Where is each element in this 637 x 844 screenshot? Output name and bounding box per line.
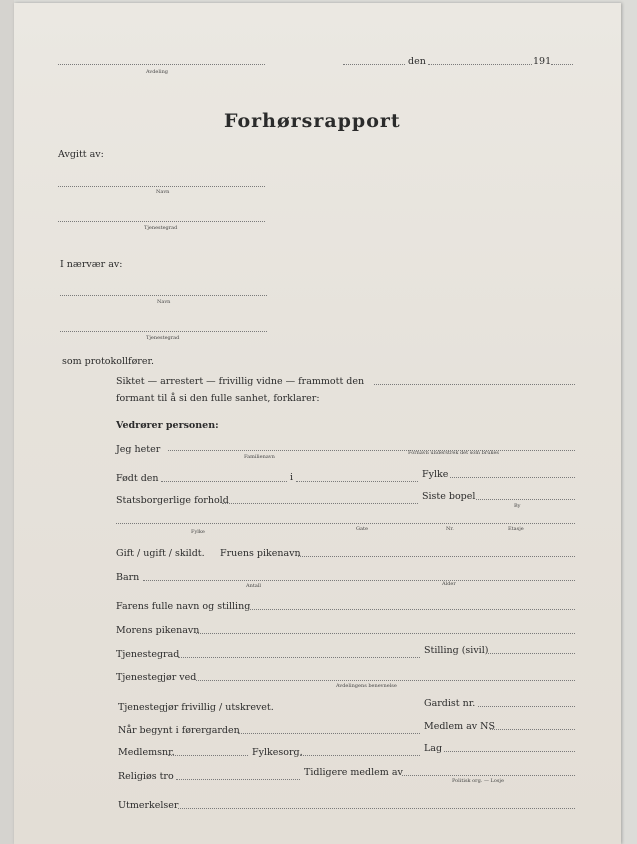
vedrorer-heading: Vedrører personen:	[116, 420, 219, 431]
avgitt-navn-caption: Navn	[156, 189, 170, 195]
intro-line-1: Siktet — arrestert — frivillig vidne — frammott den	[116, 376, 365, 387]
religios-tro-label: Religiøs tro	[118, 771, 174, 782]
fornavn-caption: Fornavn understrek det som brukes	[408, 450, 499, 456]
tjenestegrad-label: Tjenestegrad	[116, 649, 180, 660]
antall-caption: Antall	[246, 583, 262, 589]
tidligere-medlem-label: Tidligere medlem av	[304, 767, 403, 778]
nr-caption: Nr.	[446, 526, 454, 532]
familienavn-caption: Familienavn	[244, 454, 275, 460]
alder-caption: Alder	[442, 581, 456, 587]
place-line[interactable]	[343, 64, 405, 65]
tidligere-medlem-line[interactable]	[402, 775, 575, 776]
fruens-pikenavn-label: Fruens pikenavn	[220, 548, 301, 559]
avgitt-grad-line[interactable]	[58, 221, 265, 222]
i-label: i	[290, 472, 294, 483]
fodt-place-line[interactable]	[296, 481, 418, 482]
morens-line[interactable]	[196, 633, 575, 634]
protokollforer-text: som protokollfører.	[62, 356, 154, 367]
medlemsnr-line[interactable]	[168, 755, 248, 756]
gate-caption: Gate	[356, 526, 368, 532]
tjenestegjor-ved-label: Tjenestegjør ved	[116, 672, 197, 683]
medlem-ns-label: Medlem av NS	[424, 721, 495, 732]
naervaer-label: I nærvær av:	[60, 259, 123, 270]
fodt-date-line[interactable]	[161, 481, 287, 482]
jeg-heter-label: Jeg heter	[116, 444, 161, 455]
fruens-pikenavn-line[interactable]	[298, 556, 575, 557]
naervaer-grad-caption: Tjenestegrad	[146, 335, 180, 341]
naervaer-navn-caption: Navn	[157, 299, 171, 305]
naervaer-grad-line[interactable]	[60, 331, 267, 332]
avgitt-av-label: Avgitt av:	[58, 149, 104, 160]
lag-label: Lag	[424, 743, 443, 754]
nar-begynt-label: Når begynt i førergarden	[118, 725, 240, 736]
frivillig-label: Tjenestegjør frivillig / utskrevet.	[118, 702, 274, 713]
gardist-nr-label: Gardist nr.	[424, 698, 476, 709]
den-label: den	[408, 56, 426, 67]
by-caption: By	[514, 503, 521, 509]
statsborgerlige-line[interactable]	[222, 503, 418, 504]
politisk-org-caption: Politisk org. — Losje	[452, 778, 504, 784]
avdelingens-caption: Avdelingens benevnelse	[336, 683, 397, 689]
siste-bopel-label: Siste bopel	[422, 491, 476, 502]
nar-begynt-line[interactable]	[238, 733, 420, 734]
fylke-line[interactable]	[450, 477, 575, 478]
year-prefix: 191	[533, 56, 552, 67]
intro-line-2: formant til å si den fulle sanhet, forklarer:	[116, 393, 320, 404]
avdeling-line[interactable]	[58, 64, 265, 65]
avgitt-grad-caption: Tjenestegrad	[144, 225, 178, 231]
etasje-caption: Etasje	[508, 526, 524, 532]
background-edge	[0, 0, 14, 844]
farens-label: Farens fulle navn og stilling	[116, 601, 251, 612]
siste-bopel-line[interactable]	[476, 499, 575, 500]
farens-line[interactable]	[248, 609, 575, 610]
morens-label: Morens pikenavn	[116, 625, 200, 636]
name-line[interactable]	[168, 450, 575, 451]
date-line[interactable]	[428, 64, 532, 65]
fylkesorg-line[interactable]	[300, 755, 420, 756]
utmerkelser-label: Utmerkelser	[118, 800, 179, 811]
religios-tro-line[interactable]	[176, 779, 300, 780]
stilling-line[interactable]	[488, 653, 575, 654]
gardist-nr-line[interactable]	[478, 706, 575, 707]
frammott-line[interactable]	[374, 384, 575, 385]
fylkesorg-label: Fylkesorg.	[252, 747, 303, 758]
avgitt-navn-line[interactable]	[58, 186, 265, 187]
page-title: Forhørsrapport	[224, 110, 401, 132]
fylke2-caption: Fylke	[191, 529, 205, 535]
naervaer-navn-line[interactable]	[60, 295, 267, 296]
barn-label: Barn	[116, 572, 140, 583]
lag-line[interactable]	[444, 751, 575, 752]
medlem-ns-line[interactable]	[490, 729, 575, 730]
barn-line[interactable]	[143, 580, 575, 581]
address-line[interactable]	[116, 523, 575, 524]
medlemsnr-label: Medlemsnr.	[118, 747, 175, 758]
year-line[interactable]	[551, 64, 573, 65]
stilling-label: Stilling (sivil)	[424, 645, 489, 656]
fylke-label: Fylke	[422, 469, 449, 480]
statsborgerlige-label: Statsborgerlige forhold	[116, 495, 229, 506]
fodt-den-label: Født den	[116, 473, 159, 484]
utmerkelser-line[interactable]	[178, 808, 575, 809]
gift-label: Gift / ugift / skildt.	[116, 548, 205, 559]
tjenestegjor-ved-line[interactable]	[196, 680, 575, 681]
avdeling-caption: Avdeling	[146, 69, 169, 75]
tjenestegrad-line[interactable]	[178, 657, 420, 658]
